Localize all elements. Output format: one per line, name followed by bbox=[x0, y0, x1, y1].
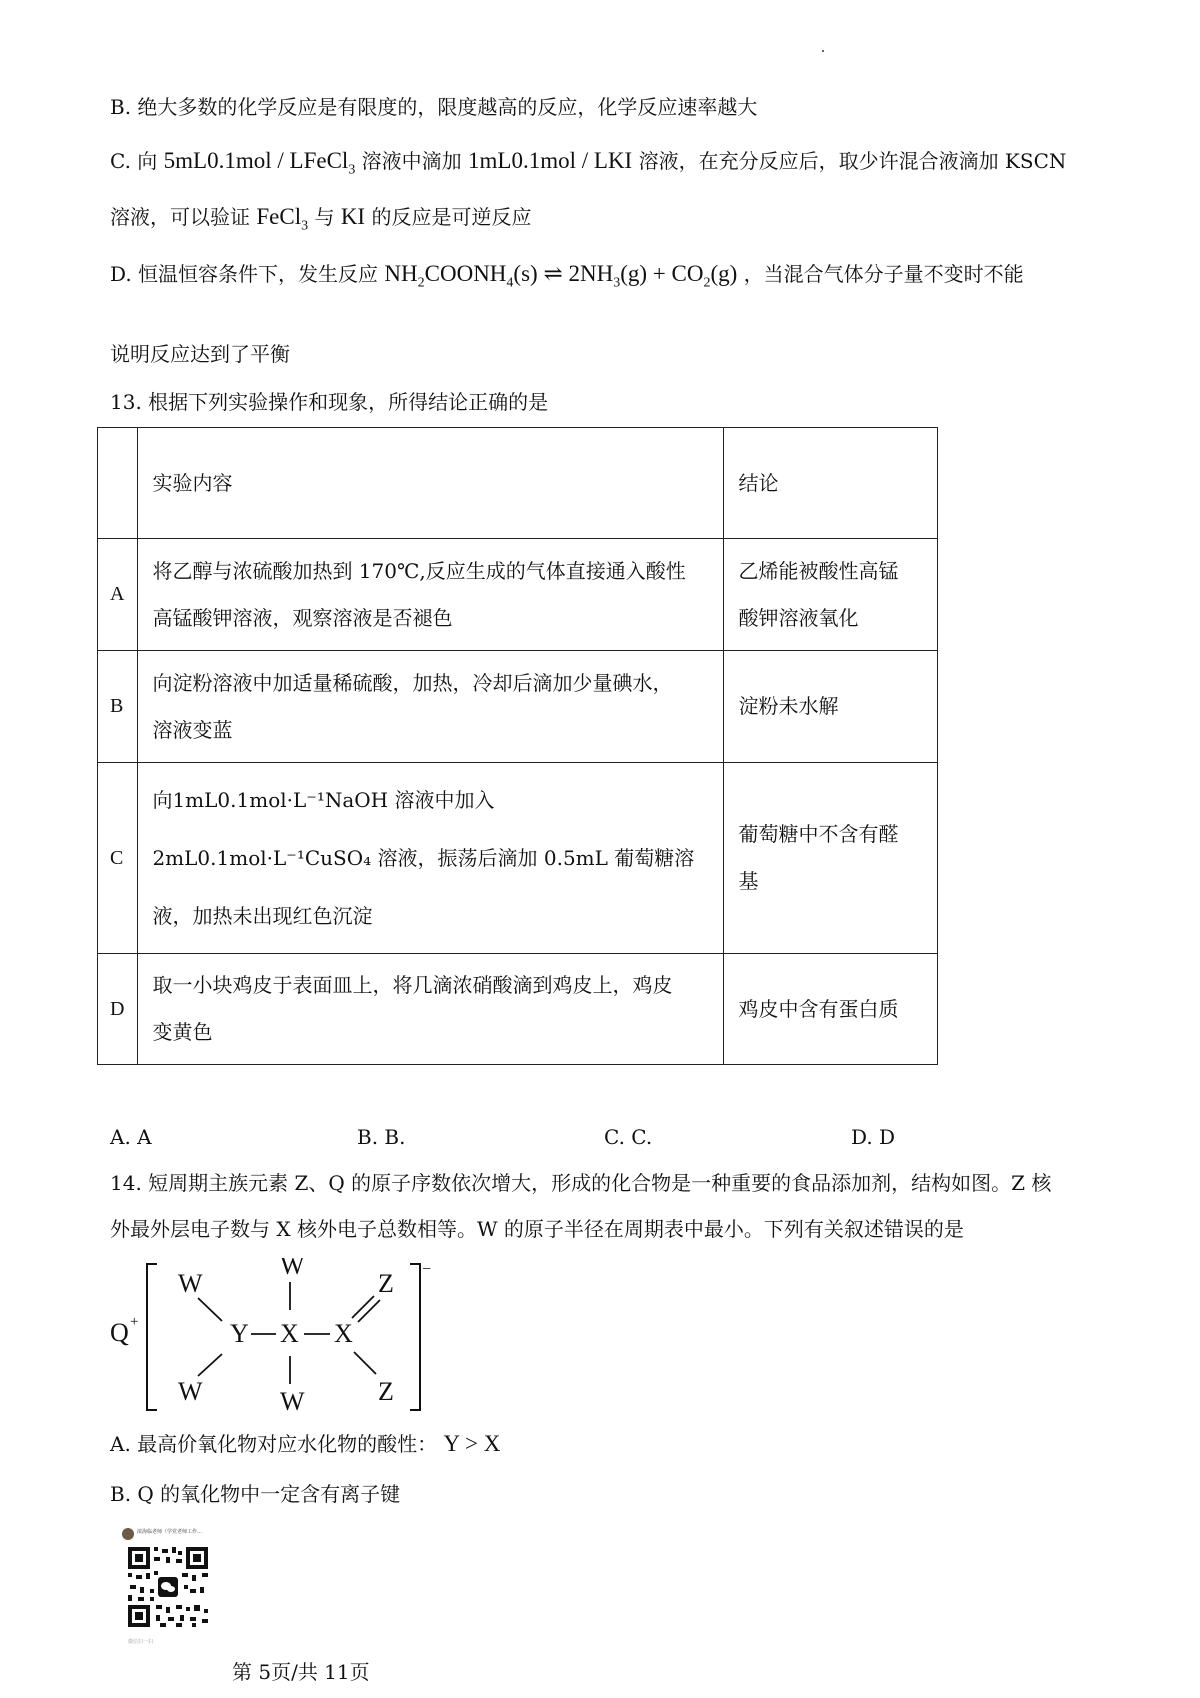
choice-b: B. B. bbox=[357, 1125, 406, 1149]
row-conclusion: 乙烯能被酸性高锰 酸钾溶液氧化 bbox=[724, 539, 938, 651]
qr-subcaption: 微信扫一扫 bbox=[128, 1639, 154, 1645]
double-bond bbox=[358, 1300, 380, 1322]
choice-c: C. C. bbox=[604, 1125, 653, 1149]
double-bond bbox=[352, 1296, 374, 1318]
q12-option-b: B. 绝大多数的化学反应是有限度的，限度越高的反应，化学反应速率越大 bbox=[110, 95, 758, 119]
atom-y: Y bbox=[230, 1319, 249, 1348]
row-key: B bbox=[98, 651, 138, 763]
row-content: 取一小块鸡皮于表面皿上，将几滴浓硝酸滴到鸡皮上，鸡皮 变黄色 bbox=[138, 954, 724, 1065]
bond bbox=[354, 1352, 376, 1374]
table-row bbox=[98, 954, 938, 1065]
anion-charge: − bbox=[422, 1261, 432, 1278]
atom-x: X bbox=[334, 1319, 353, 1348]
bond bbox=[198, 1354, 222, 1376]
row-conclusion: 葡萄糖中不含有醛 基 bbox=[724, 763, 938, 954]
row-key: C bbox=[98, 763, 138, 954]
table-row bbox=[98, 539, 938, 651]
q14-stem-line1: 14. 短周期主族元素 Z、Q 的原子序数依次增大，形成的化合物是一种重要的食品添加剂，结构如图。Z 核 bbox=[110, 1171, 1052, 1195]
q13-stem: 13. 根据下列实验操作和现象，所得结论正确的是 bbox=[110, 390, 549, 414]
q12-option-d-line1: D. 恒温恒容条件下，发生反应 $NH_2COONH_4(s)$ ⇌ $2NH_3(g) + CO_2(g)$ ，当混合气体分子量不变时不能 bbox=[110, 261, 1024, 291]
header-content: 实验内容 bbox=[138, 428, 724, 539]
atom-w: W bbox=[178, 1377, 203, 1406]
atom-w: W bbox=[280, 1258, 305, 1280]
atom-z: Z bbox=[378, 1377, 394, 1406]
bond bbox=[198, 1298, 222, 1321]
scan-speck bbox=[822, 50, 824, 52]
header-conclusion: 结论 bbox=[724, 428, 938, 539]
left-bracket bbox=[147, 1264, 157, 1410]
reaction-equation: $NH_2COONH_4(s)$ ⇌ $2NH_3(g) + CO_2(g)$ bbox=[384, 261, 738, 291]
avatar bbox=[122, 1528, 134, 1540]
q14-stem-line2: 外最外层电子数与 X 核外电子总数相等。W 的原子半径在周期表中最小。下列有关叙述错误的是 bbox=[110, 1217, 964, 1241]
qr-caption: 浓海临老师（学党老师工作… bbox=[137, 1529, 203, 1535]
q12-option-c-line2: 溶液，可以验证 FeCl$_3$ 与 KI 的反应是可逆反应 bbox=[110, 204, 532, 234]
atom-z: Z bbox=[378, 1269, 394, 1298]
qr-code-card bbox=[120, 1527, 216, 1651]
row-content: 将乙醇与浓硫酸加热到 170℃,反应生成的气体直接通入酸性 高锰酸钾溶液，观察溶液是否褪色 bbox=[138, 539, 724, 651]
structure-diagram bbox=[110, 1258, 450, 1418]
cation-q: Q bbox=[110, 1318, 129, 1347]
fecl3-solution: 5mL0.1mol / LFeCl$_3$ bbox=[163, 148, 356, 178]
q14-option-a: A. 最高价氧化物对应水化物的酸性： Y > X bbox=[110, 1431, 501, 1456]
table-row bbox=[98, 763, 938, 954]
row-key: D bbox=[98, 954, 138, 1065]
table-header-row bbox=[98, 428, 938, 539]
q14-option-b: B. Q 的氧化物中一定含有离子键 bbox=[110, 1482, 401, 1506]
q12-option-c-line1: C. 向 5mL0.1mol / LFeCl$_3$ 溶液中滴加 1mL0.1mol / LKI 溶液，在充分反应后，取少许混合液滴加 KSCN bbox=[110, 148, 1067, 178]
choice-a: A. A bbox=[110, 1125, 152, 1149]
choice-d: D. D bbox=[851, 1125, 896, 1149]
row-content: 向淀粉溶液中加适量稀硫酸，加热，冷却后滴加少量碘水， 溶液变蓝 bbox=[138, 651, 724, 763]
ki-formula: KI bbox=[340, 204, 366, 229]
cation-charge: + bbox=[130, 1314, 139, 1330]
atom-x: X bbox=[280, 1319, 299, 1348]
row-content: 向1mL0.1mol·L⁻¹NaOH 溶液中加入 2mL0.1mol·L⁻¹CuSO₄ 溶液，振荡后滴加 0.5mL 葡萄糖溶 液，加热未出现红色沉淀 bbox=[138, 763, 724, 954]
row-conclusion: 鸡皮中含有蛋白质 bbox=[724, 954, 938, 1065]
atom-w: W bbox=[178, 1269, 203, 1298]
page-footer: 第 5页/共 11页 bbox=[232, 1660, 370, 1684]
q12-option-d-line2: 说明反应达到了平衡 bbox=[110, 342, 290, 366]
header-key bbox=[98, 428, 138, 539]
experiment-table bbox=[97, 427, 938, 1065]
right-bracket bbox=[410, 1264, 420, 1410]
fecl3-formula: FeCl$_3$ bbox=[256, 204, 309, 234]
table-row bbox=[98, 651, 938, 763]
atom-w: W bbox=[280, 1387, 305, 1416]
row-conclusion: 淀粉未水解 bbox=[724, 651, 938, 763]
ki-solution: 1mL0.1mol / LKI bbox=[468, 148, 633, 173]
row-key: A bbox=[98, 539, 138, 651]
